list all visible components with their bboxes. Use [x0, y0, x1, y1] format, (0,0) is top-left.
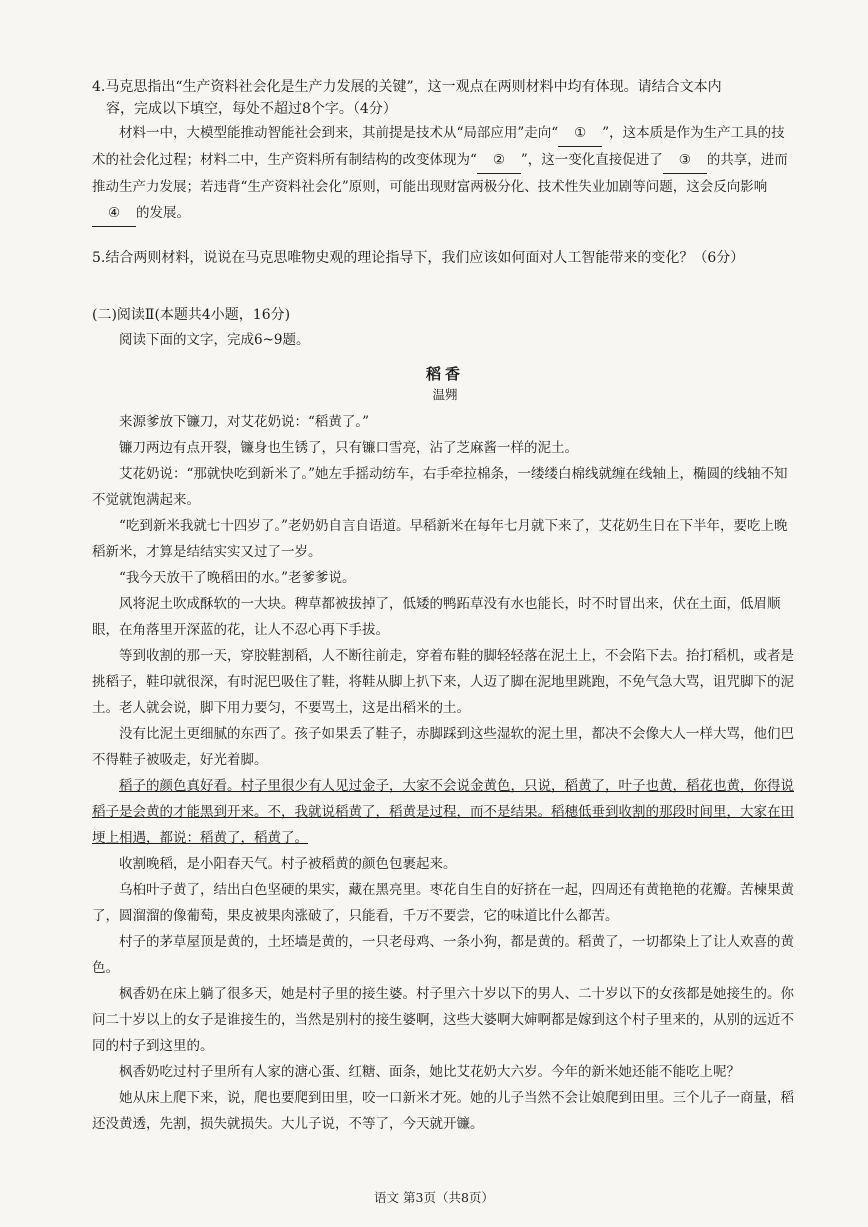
article-paragraph: 风将泥土吹成酥软的一大块。稗草都被拔掉了，低矮的鸭跖草没有水也能长，时不时冒出来，伏在土面，低眉顺眼，在角落里开深蓝的花，让人不忍心再下手拔。	[92, 596, 781, 638]
article-paragraph: 没有比泥土更细腻的东西了。孩子如果丢了鞋子，赤脚踩到这些湿软的泥土里，都决不会像大人一样大骂，他们巴不得鞋子被吸走，好光着脚。	[92, 726, 794, 768]
article-author: 温翙	[432, 387, 458, 402]
page-footer: 语文 第3页（共8页）	[374, 1190, 494, 1205]
article-paragraph: 艾花奶说：“那就快吃到新米了。”她左手摇动纺车，右手牵拉棉条，一缕缕白棉线就缠在线轴上，椭圆的线轴不知不觉就饱满起来。	[92, 466, 788, 508]
blank-4: ④	[92, 200, 136, 227]
article-title: 稻香	[425, 365, 464, 383]
article-paragraph: 枫香奶在床上躺了很多天，她是村子里的接生婆。村子里六十岁以下的男人、二十岁以下的女孩都是她接生的。你问二十岁以上的女子是谁接生的，当然是别村的接生婆啊，这些大婆啊大婶啊都是嫁到这个村子里来的，从别的远近不同的村子到这里的。	[92, 986, 794, 1054]
question-4	[92, 76, 798, 120]
article-paragraph: 她从床上爬下来，说，爬也要爬到田里，咬一口新米才死。她的儿子当然不会让娘爬到田里。三个儿子一商量，稻还没黄透，先割，损失就损失。大儿子说，不等了，今天就开镰。	[92, 1090, 794, 1132]
question-4-stem-cont: 容，完成以下填空，每处不超过8个字。（4分）	[106, 101, 397, 117]
question-5: 5.结合两则材料，说说在马克思唯物史观的理论指导下，我们应该如何面对人工智能带来的变化？（6分）	[92, 250, 745, 266]
question-4-fill-paragraph: 材料一中，大模型能推动智能社会到来，其前提是技术从“局部应用”走向“ ① ”，这本质是作为生产工具的技术的社会化过程；材料二中，生产资料所有制结构的改变体现为“ ② ”，这一变化直接促进了 ③ 的共享，进而推动生产力发展；若违背“生产资料社会化”原则，可能出现财富两极分化、技术性失业加剧等问题，这会反向影响④ 的发展。	[92, 120, 798, 227]
question-4-stem: 4.马克思指出“生产资料社会化是生产力发展的关键”，这一观点在两则材料中均有体现。请结合文本内	[92, 79, 722, 95]
article-paragraph: 等到收割的那一天，穿胶鞋割稻，人不断往前走，穿着布鞋的脚轻轻落在泥土上，不会陷下去。抬打稻机，或者是挑稻子，鞋印就很深，有时泥巴吸住了鞋，将鞋从脚上扒下来，人迈了脚在泥地里跳跑，不免气急大骂，诅咒脚下的泥土。老人就会说，脚下用力要匀，不要骂土，这是出稻米的土。	[92, 648, 794, 716]
section-instruction: 阅读下面的文字，完成6~9题。	[119, 332, 310, 348]
article-paragraph: “我今天放干了晚稻田的水。”老爹爹说。	[119, 570, 356, 586]
blank-1: ①	[558, 120, 602, 147]
article-paragraph: 枫香奶吃过村子里所有人家的溏心蛋、红糖、面条，她比艾花奶大六岁。今年的新米她还能不能吃上呢？	[119, 1064, 740, 1080]
article-paragraph: 村子的茅草屋顶是黄的，土坯墙是黄的，一只老母鸡、一条小狗，都是黄的。稻黄了，一切都染上了让人欢喜的黄色。	[92, 934, 794, 976]
article-paragraph: 来源爹放下镰刀，对艾花奶说：“稻黄了。”	[119, 414, 370, 430]
article-paragraph: “吃到新米我就七十四岁了。”老奶奶自言自语道。早稻新米在每年七月就下来了，艾花奶生日在下半年，要吃上晚稻新米，才算是结结实实又过了一岁。	[92, 518, 788, 560]
article-paragraph: 镰刀两边有点开裂，镰身也生锈了，只有镰口雪亮，沾了芝麻酱一样的泥土。	[119, 440, 578, 456]
blank-2: ②	[477, 147, 521, 174]
section-heading: (二)阅读Ⅱ(本题共4小题，16分)	[92, 307, 291, 323]
article-paragraph-underlined: 稻子的颜色真好看。村子里很少有人见过金子，大家不会说金黄色，只说，稻黄了，叶子也黄，稻花也黄，你得说稻子是会黄的才能黑到开来。不，我就说稻黄了，稻黄是过程，而不是结果。稻穗低垂到收割的那段时间里，大家在田埂上相遇，都说：稻黄了，稻黄了。	[92, 778, 794, 846]
article-paragraph: 收割晚稻，是小阳春天气。村子被稻黄的颜色包裹起来。	[119, 856, 457, 872]
blank-3: ③	[663, 147, 707, 174]
article-paragraph: 乌桕叶子黄了，结出白色坚硬的果实，藏在黑亮里。枣花自生自的好挤在一起，四周还有黄艳艳的花瓣。苦楝果黄了，圆溜溜的像葡萄，果皮被果肉涨破了，只能看，千万不要尝，它的味道比什么都苦。	[92, 882, 794, 924]
